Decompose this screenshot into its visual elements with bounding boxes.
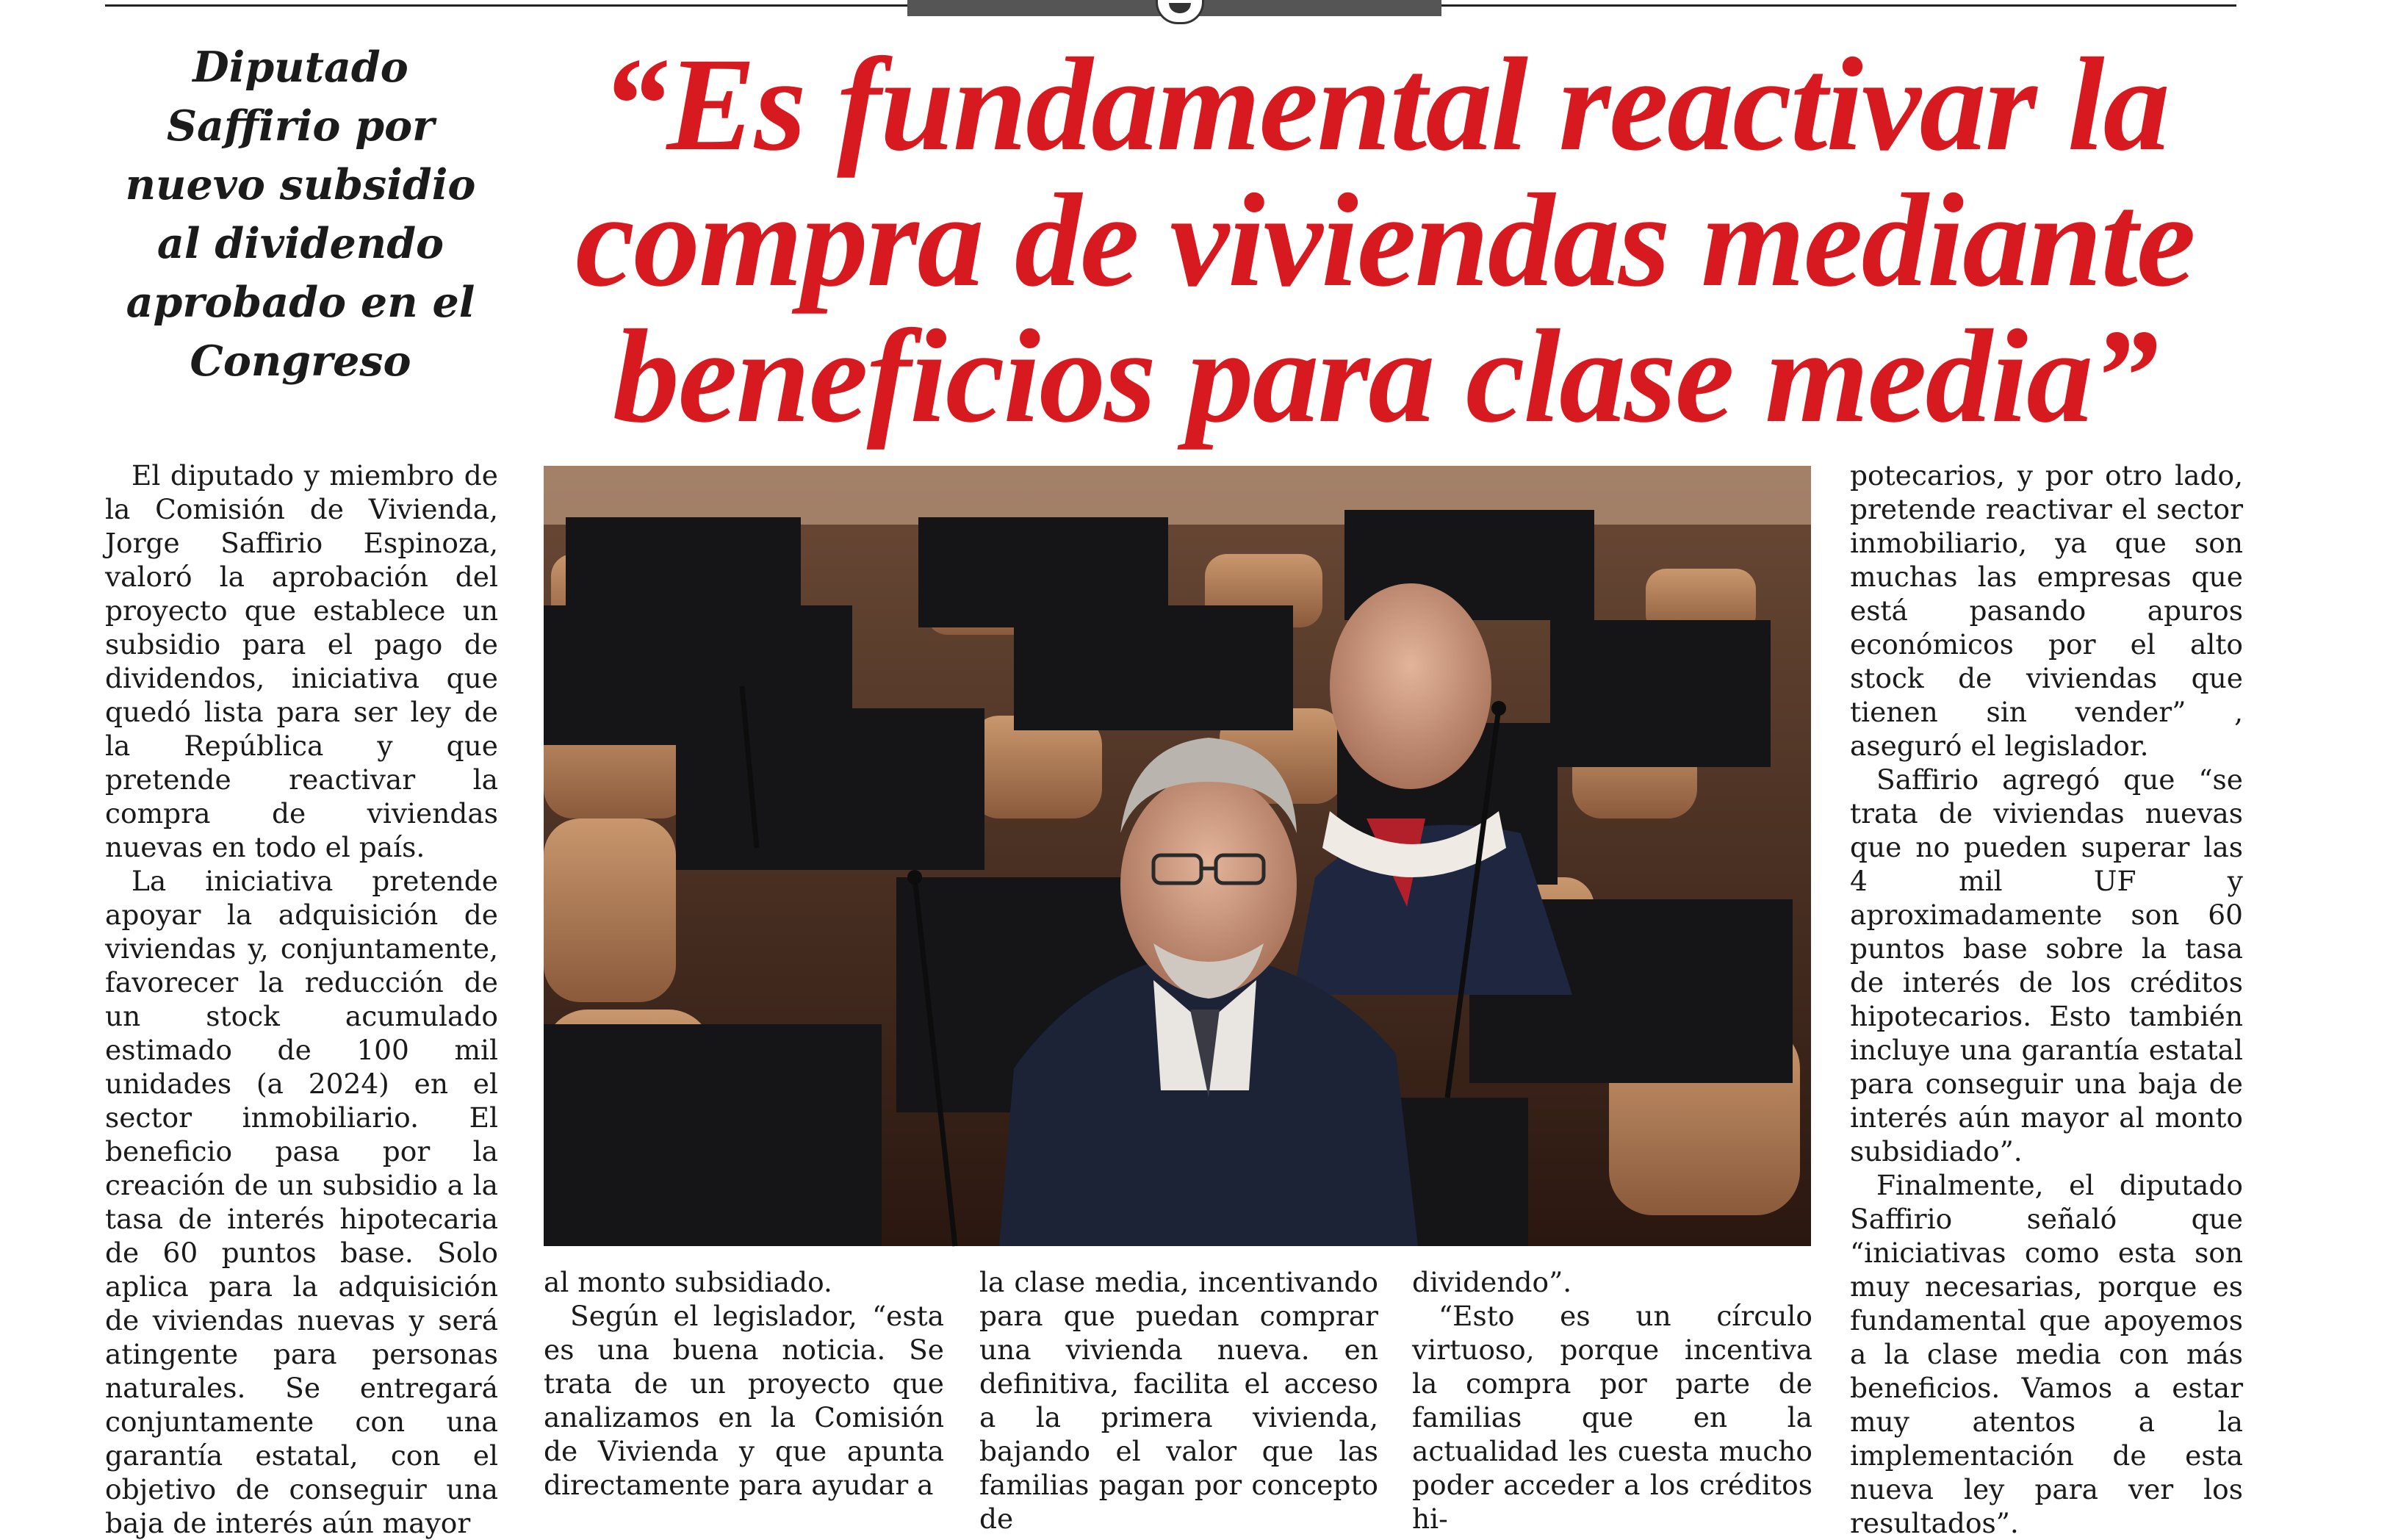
paragraph: la clase media, incentivando para que puedan comprar una vivienda nueva. en definitiva, facilita el acceso a la primera vivienda, bajando el valor que las familias pagan por concepto de — [979, 1266, 1378, 1535]
text-column-5 — [1850, 458, 2243, 1539]
article-photo — [544, 466, 1811, 1246]
paragraph: Finalmente, el diputado Saffirio señaló que “iniciativas como esta son muy necesarias, porque es fundamental que apoyemos a la clase media con más beneficios. Vamos a estar muy atentos a la implementación de esta nueva ley para ver los resultados”. — [1850, 1169, 2243, 1539]
paragraph: Saffirio agregó que “se trata de viviendas nuevas que no pueden superar las 4 mil UF y aproximadamente son 60 puntos base sobre la tasa de interés de los créditos hipotecarios. Esto también incluye una garantía estatal para conseguir una baja de interés aún mayor al monto subsidiado”. — [1850, 763, 2243, 1167]
paragraph: al monto subsidiado. — [544, 1266, 832, 1298]
emblem-icon — [1156, 0, 1204, 24]
text-column-2 — [544, 1265, 944, 1505]
paragraph: dividendo”. — [1412, 1266, 1572, 1298]
photo-image-icon — [544, 466, 1811, 1246]
paragraph: La iniciativa pretende apoyar la adquisición de viviendas y, conjuntamente, favorecer la reducción de un stock acumulado estimado de 100 mil unidades (a 2024) en el sector inmobiliario. El beneficio pasa por la creación de un subsidio a la tasa de interés hipotecaria de 60 puntos base. Solo aplica para la adquisición de viviendas nuevas y será atingente para personas naturales. Se entregará conjuntamente con una garantía estatal, con el objetivo de conseguir una baja de interés aún mayor — [105, 865, 498, 1539]
top-rule-left — [105, 4, 907, 7]
text-column-1 — [105, 458, 498, 1539]
paragraph: potecarios, y por otro lado, pretende reactivar el sector inmobiliario, ya que son muchas las empresas que está pasando apuros económicos por el alto stock de viviendas que tienen sin vender” , aseguró el legislador. — [1850, 459, 2243, 762]
top-rule-right — [1441, 4, 2236, 7]
article-kicker: Diputado Saffirio por nuevo subsidio al dividendo aprobado en el Congreso — [125, 43, 476, 386]
article-headline: “Es fundamental reactivar la compra de viviendas mediante beneficios para clase media” — [575, 31, 2195, 450]
paragraph: El diputado y miembro de la Comisión de Vivienda, Jorge Saffirio Espinoza, valoró la aprobación del proyecto que establece un subsidio para el pago de dividendos, iniciativa que quedó lista para ser ley de la República y que pretende reactivar la compra de viviendas nuevas en todo el país. — [105, 459, 498, 863]
text-column-4 — [1412, 1265, 1812, 1535]
paragraph: Según el legislador, “esta es una buena noticia. Se trata de un proyecto que analizamos en la Comisión de Vivienda y que apunta directamente para ayudar a — [544, 1300, 944, 1501]
paragraph: “Esto es un círculo virtuoso, porque incentiva la compra por parte de familias que en la actualidad les cuesta mucho poder acceder a los créditos hi- — [1412, 1300, 1812, 1535]
text-column-3 — [979, 1265, 1378, 1535]
